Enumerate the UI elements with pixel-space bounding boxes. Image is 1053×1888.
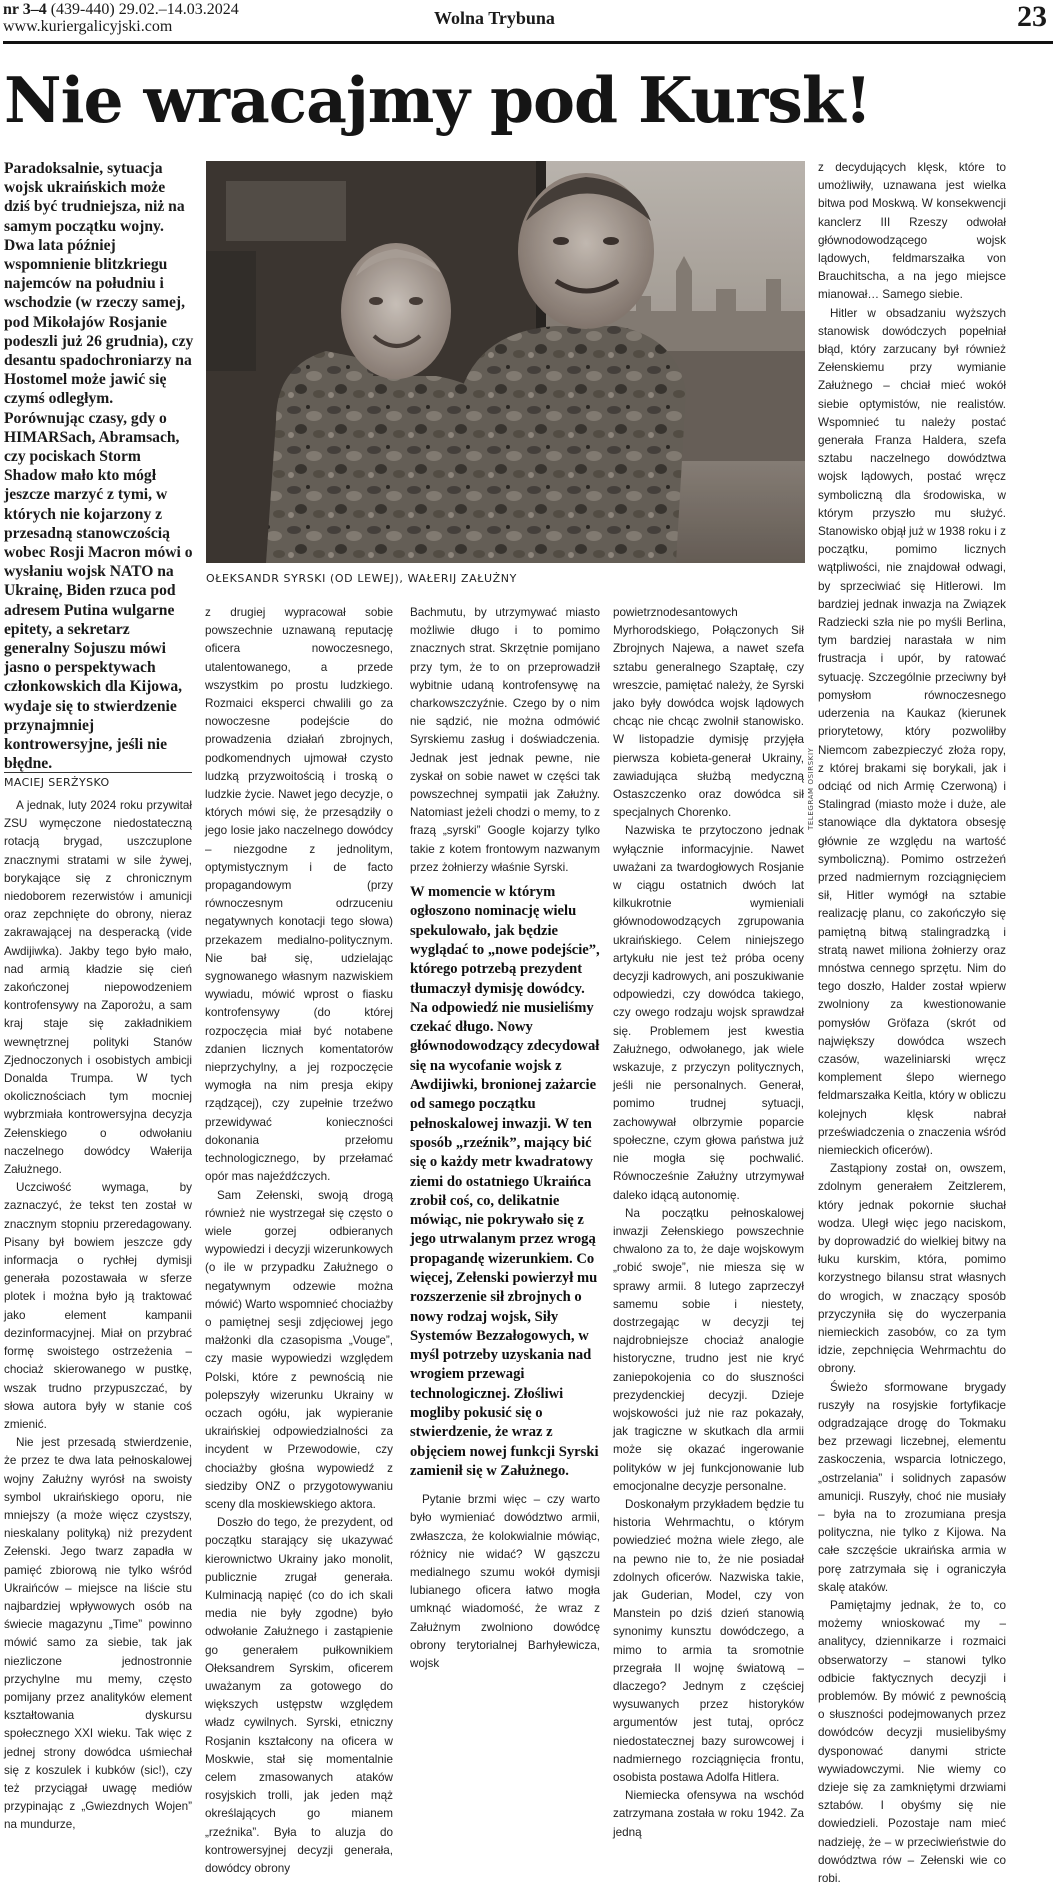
body-paragraph: Pamiętajmy jednak, że to, co możemy wnioskować my – analitycy, dziennikarze i rozmaici obserwatorzy – stanowi tylko odbicie faktycznych decyzji i problemów. By mówić z pewnością o słuszności podejmowanych przez dowódców decyzji musielibyśmy dysponować danymi stricte wywiadowczymi. Nie wiemy co dzieje się za zamkniętymi drzwiami sztabów. I obyśmy się nie dowiedzieli. Pozostaje nam mieć nadzieję, że – w przeciwieństwie do dowództwa rów – Zełenski wie co robi. xyxy=(818,1599,1006,1886)
author-byline: MACIEJ SERŻYSKO xyxy=(4,776,110,789)
body-paragraph: Hitler w obsadzaniu wyższych stanowisk dowódczych popełniał błąd, który zarzucany był również Zełenskiemu przy wymianie Załużnego – chciał mieć wokół siebie optymistów, nie realistów. Wspomnieć tu należy postać generała Franza Haldera, szefa sztabu naczelnego dowództwa wojsk lądowych, postać wręcz symboliczną dla środowiska, w którym przyszło mu służyć. Stanowisko objął już w 1938 roku i z początku, pomimo licznych wątpliwości, nie znajdował odwagi, by sprzeciwiać się Hitlerowi. Im bardziej jednak inwazja na Związek Radziecki szła nie po myśli Berlina, tym bardziej narastała w nim frustracja i upór, by ratować sytuację. Szczególnie przeciwny był pomysłom równoczesnego uderzenia na Kaukaz (kierunek priorytetowy, który pozwoliłby Niemcom zabezpieczyć złoża ropy, z której brakami się borykali, jak i odciąć od nich Armię Czerwoną) i Stalingrad (miasto może i duże, ale stanowiące dla dyktatora obsesję głównie ze względu na wartość symboliczną). Pomimo ostrzeżeń przed nadmiernym rozciągnięciem sił, Hitler wymógł na sztabie realizację planu, co zakończyło się pamiętną bitwą stalingradzką i stratą nawet miliona żołnierzy oraz mnóstwa cennego sprzętu. Nim do tego doszło, Halder został wpierw zwolniony za kwestionowanie pomysłów Gröfaza (skrót od największy dowódca wszech czasów, wazeliniarski wręcz komplement ślepo wiernego feldmarszałka Keitla, który w obliczu kolejnych klęsk nabrał przeświadczenia o znaczenia wśród niemieckich oficerów). xyxy=(818,306,1006,1157)
body-column-1 xyxy=(4,797,192,1832)
article-lead xyxy=(4,159,194,774)
body-paragraph: Nazwiska te przytoczono jednak wyłącznie informacyjnie. Nawet uważani za twardogłowych Rosjanie w ciągu ostatnich dwóch lat kilkukrotnie wymieniali głównodowodzących zgrupowania ukraińskiego. Celem niniejszego artykułu nie jest też próba oceny decyzji kadrowych, ani poszukiwanie odpowiedzi, czy dowódca takiego, czy owego rodzaju wojsk sprawdzał się. Problemem jest kwestia Załużnego, odwołanego, jak wiele wskazuje, z przyczyn politycznych, jeśli nie personalnych. Generał, pomimo trudnej sytuacji, zachowywał olbrzymie poparcie społeczne, czym głowa państwa już nie mogła się pochwalić. Równocześnie Załużny utrzymywał daleko idącą autonomię. xyxy=(613,824,804,1202)
photo-illustration xyxy=(206,161,805,563)
body-paragraph: Doszło do tego, że prezydent, od początku starający się ukazywać kierownictwo Ukrainy jako monolit, publicznie zrugał generała. Kulminacją napięć (co do ich skali media nie były zgodne) było odwołanie Załużnego i zastąpienie go generałem pułkownikiem Ołeksandrem Syrskim, oficerem uważanym za gotowego do większych ustępstw względem władz cywilnych. Syrski, etniczny Rosjanin kształcony na oficera w Moskwie, stał się momentalnie celem zmasowanych ataków rosyjskich trolli, jak jeden mąż określających go mianem „rzeźnika”. Była to aluzja do kontrowersyjnej decyzji generała, dowódcy obrony xyxy=(205,1516,393,1876)
body-paragraph: Niemiecka ofensywa na wschód zatrzymana została w roku 1942. Za jedną xyxy=(613,1789,804,1839)
body-paragraph: powietrznodesantowych Myrhorodskiego, Połączonych Sił Zbrojnych Najewa, a nawet szefa sztabu generalnego Szaptałę, czy wreszcie, pamiętać należy, że Syrski jako były dowódca wojsk lądowych chcąc nie chcąc zwolnił stanowisko. W listopadzie dymisję przyjęła pierwsza kobieta-generał Ukrainy, zawiadująca służbą medyczną Ostaszczenko oraz dowódca sił specjalnych Chorenko. xyxy=(613,606,804,820)
body-column-3 xyxy=(410,604,600,1671)
body-paragraph: Świeżo sformowane brygady ruszyły na rosyjskie fortyfikacje odgradzające drogę do Tokmaku bez przewagi liczebnej, elementu zaskoczenia, wsparcia lotniczego, „ostrzelania” i solidnych zapasów amunicji. Ruszyły, choć nie musiały – była na to zrozumiana presja polityczna, nie tylko z Kijowa. Na całe szczęście ukraińska armia w porę zatrzymała się i ograniczyła skalę ataków. xyxy=(818,1380,1006,1594)
body-paragraph: Bachmutu, by utrzymywać miasto możliwie długo i to pomimo znacznych strat. Skrzętnie pomijano przy tym, że to on przeprowadził wybitnie udaną kontrofensywę na charkowszczyźnie. Czego by o nim nie sądzić, nie można odmówić Syrskiemu zasług i doświadczenia. Jednak jest jednak pewne, nie zyskał on sobie nawet w części tak powszechnej sympatii jak Załużny. Natomiast jeżeli chodzi o memy, to z frazą „syrski” Google kojarzy tylko takie z kotem frontowym nazwanym przez żołnierzy właśnie Syrski. xyxy=(410,606,600,874)
body-column-4 xyxy=(613,604,804,1839)
body-paragraph: Uczciwość wymaga, by zaznaczyć, że tekst ten został w znacznym stopniu przeredagowany. Pisany był bowiem jeszcze gdy informacja o rychłej dymisji generała pozostawała w sferze plotek i można było ją traktować jako element kampanii dezinformacyjnej. Miał on przybrać formę swoistego ostrzeżenia – chociaż skierowanego w pustkę, wszak trudno przypuszczać, by słowa autora były w stanie coś zmienić. xyxy=(4,1181,192,1431)
photo-caption: OŁEKSANDR SYRSKI (OD LEWEJ), WAŁERIJ ZAŁUŻNY xyxy=(206,572,517,585)
header-rule xyxy=(3,41,1053,44)
body-paragraph: Na początku pełnoskalowej inwazji Zełenskiego powszechnie chwalono za to, że daje wojskowym „robić swoje”, nie miesza się w sprawy armii. 8 lutego zaprzeczył samemu sobie i niestety, dostrzegając w decyzji tej najdrobniejsze chociaż analogie historyczne, trudno jest nie kryć zaniepokojenia co do słuszności prezydenckiej decyzji. Dzieje wojskowości już nie raz pokazały, jak tragiczne w skutkach dla armii może się okazać ingerowanie polityków w jej funkcjonowanie lub emocjonalne decyzje personalne. xyxy=(613,1206,804,1493)
website-link[interactable]: www.kuriergalicyjski.com xyxy=(3,18,173,35)
body-paragraph: z drugiej wypracował sobie powszechnie uznawaną reputację oficera nowoczesnego, utalentowanego, a przede wszystkim po prostu ludzkiego. Rozmaici eksperci chwalili go za nowoczesne podejście do prowadzenia działań zbrojnych, podkomendnych ujmował czysto ludzką przyzwoitością i troską o ludzkie życie. Nawet jego decyzje, o których mówi się, że przesądziły o jego losie jako naczelnego dowódcy – niezgodne z jednolitym, optymistycznym i de facto propagandowym (przy równoczesnym odrzuceniu negatywnych konotacji tego słowa) przekazem medialno-politycznym. Nie bał się, udzielając sygnowanego własnym nazwiskiem wywiadu, mówić wprost o fiasku kontrofensywy (do której rozpoczęcia miał być notabene zdanien licznych komentatorów nieprzychylny, a jej rozpoczęcie wymogła na nim presja ekipy rządzącej), czy zupełnie trzeźwo przewidywać konieczności dokonania przełomu technologicznego, by przełamać opór mas najeźdźczych. xyxy=(205,606,393,1184)
byline-rule xyxy=(4,772,192,773)
issue-number: nr 3–4 xyxy=(3,1,47,18)
body-paragraph: A jednak, luty 2024 roku przywitał ZSU wymęczone niedostateczną rotacją brygad, uszczuplone znacznymi stratami w sile żywej, borykające się z chronicznym niedoborem rezerwistów i amunicji oraz zepchnięte do obrony, nieraz zakrawającej na desperacką (vide Awdijiwka). Jakby tego było mało, nad armią kładzie się cień zakończonej niepowodzeniem kontrofensywy na Zaporożu, a sam kraj staje się zakładnikiem wewnętrznej polityki Stanów Zjednoczonych i osobistych ambicji Donalda Trumpa. W tych okolicznościach tym mocniej wybrzmiała kontrowersyjna decyzja Zełenskiego o odwołaniu naczelnego dowódcy Wałerija Załużnego. xyxy=(4,799,192,1177)
article-headline: Nie wracajmy pod Kursk! xyxy=(4,63,872,137)
page-number: 23 xyxy=(1017,0,1047,33)
issue-info xyxy=(3,1,239,35)
article-photo xyxy=(206,161,805,563)
body-paragraph: z decydujących klęsk, które to umożliwiły, uznawana jest wielka bitwa pod Moskwą. W konsekwencji kanclerz III Rzeszy odwołał głównodowodzącego wojsk lądowych, feldmarszałka von Brauchitscha, a na jego miejsce mianował… Samego siebie. xyxy=(818,161,1006,302)
body-column-5 xyxy=(818,159,1006,1886)
body-paragraph: Pytanie brzmi więc – czy warto było wymieniać dowództwo armii, zwłaszcza, że kolokwialnie mówiąc, różnicy nie widać? W gąszczu medialnego szumu wokół dymisji lubianego oficera łatwo mogła umknąć wiadomość, że wraz z Załużnym zwolniono dowódcę obrony terytorialnej Barhyłewicza, wojsk xyxy=(410,1493,600,1671)
body-paragraph: Zastąpiony został on, owszem, zdolnym generałem Zeitzlerem, który jednak pokornie słuchał wodza. Uległ więc jego naciskom, by doprowadzić do wielkiej bitwy na łuku kurskim, która, pomimo korzystnego bilansu strat własnych do wrogich, w znaczący sposób przyczyniła się do wyczerpania niemieckich zasobów, co za tym idzie, zepchnięcia Wehrmachtu do obrony. xyxy=(818,1162,1006,1376)
pull-quote: W momencie w którym ogłoszono nominację wielu spekulowało, jak będzie wyglądać to „nowe podejście”, którego potrzebą prezydent tłumaczył dymisję dowódcy. Na odpowiedź nie musieliśmy czekać długo. Nowy głównodowodzący zdecydował się na wycofanie wojsk z Awdijiwki, bronionej zażarcie od samego początku pełnoskalowej inwazji. W ten sposób „rzeźnik”, mający bić się o każdy metr kwadratowy ziemi do ostatniego Ukraińca zrobił coś, co, delikatnie mówiąc, nie pokrywało się z jego utrwalanym przez wrogą propagandę wizerunkiem. Co więcej, Zełenski powierzył mu rozszerzenie sił zbrojnych o nowy rodzaj wojsk, Siły Systemów Bezzałogowych, w myśl potrzeby uzyskania nad wrogiem przewagi technologicznej. Złośliwi mogliby pokusić się o stwierdzenie, że wraz z objęciem nowej funkcji Syrski zamienił się w Załużnego. xyxy=(410,884,600,1479)
section-title: Wolna Trybuna xyxy=(434,8,555,28)
photo-credit: TELEGRAM OSIRSKIY xyxy=(807,747,815,830)
body-paragraph: Nie jest przesadą stwierdzenie, że przez te dwa lata pełnoskalowej wojny Załużny wyrósł na swoisty symbol ukraińskiego oporu, nie mniejszy (a może więcz czystszy, nieskalany polityką) niż prezydent Zełenski. Jego twarz zapadła w pamięć zbiorową nie tylko wśród Ukraińców – miejsce na liście stu najbardziej wpływowych osób na świecie magazynu „Time” powinno mówić samo za siebie, tak jak niezliczone jednostronnie przychylne mu memy, często pomijany przez analityków element kształtowania dyskursu społecznego XXI wieku. Tak więc z jednej strony dowódca uśmiechał się z koszulek i kubków (sic!), czy też przyciągał uwagę mediów przypinając z „Gwiezdnych Wojen” na mundurze, xyxy=(4,1436,192,1832)
body-paragraph: Doskonałym przykładem będzie tu historia Wehrmachtu, o którym powiedzieć można wiele złego, ale na pewno nie to, że nie posiadał zdolnych oficerów. Nazwiska takie, jak Guderian, Model, czy von Manstein po dziś dzień stanowią synonimy kunsztu dowódczego, a mimo to armia ta sromotnie przegrała II wojnę światową – dlaczego? Jednym z częściej wysuwanych przez historyków argumentów jest tutaj, oprócz niedostatecznej bazy surowcowej i nadmiernego rozciągnięcia frontu, osobista postawa Adolfa Hitlera. xyxy=(613,1497,804,1784)
issue-dates: (439-440) 29.02.–14.03.2024 xyxy=(50,1,239,18)
lead-text: Paradoksalnie, sytuacja wojsk ukraińskich może dziś być trudniejsza, niż na samym początku wojny. Dwa lata później wspomnienie blitzkriegu najemców na południu i wschodzie (w rzeczy samej, pod Mikołajów Rosjanie podeszli już 26 grudnia), czy desantu spadochroniarzy na Hostomel może jawić się czymś odległym. Porównując czasy, gdy o HIMARSach, Abramsach, czy pociskach Storm Shadow mało kto mógł jeszcze marzyć z tymi, w których nie kojarzony z przesadną stanowczością wobec Rosji Macron mówi o wysłaniu wojsk NATO na Ukrainę, Biden rzuca pod adresem Putina wulgarne epitety, a sekretarz generalny Sojuszu mówi jasno o perspektywach członkowskich dla Kijowa, wydaje się to stwierdzenie przynajmniej kontrowersyjne, jeśli nie błędne. xyxy=(4,160,194,773)
body-column-2 xyxy=(205,604,393,1876)
body-paragraph: Sam Zełenski, swoją drogą również nie wystrzegał się często o wiele gorzej odbieranych wypowiedzi i decyzji wizerunkowych (o ile w przypadku Załużnego o negatywnym odzewie można mówić) Warto wspomnieć chociażby o pamiętnej sesji zdjęciowej jego małżonki dla czasopisma „Vouge”, czy masie wypowiedzi względem Polski, które z pewnością nie polepszyły wizerunku Ukrainy w oczach ogółu, jak wypieranie ukraińskiej odpowiedzialności za incydent w Przewodowie, czy chociażby głośna wypowiedź z siedziby ONZ o przygotowywaniu sceny dla moskiewskiego aktora. xyxy=(205,1188,393,1511)
